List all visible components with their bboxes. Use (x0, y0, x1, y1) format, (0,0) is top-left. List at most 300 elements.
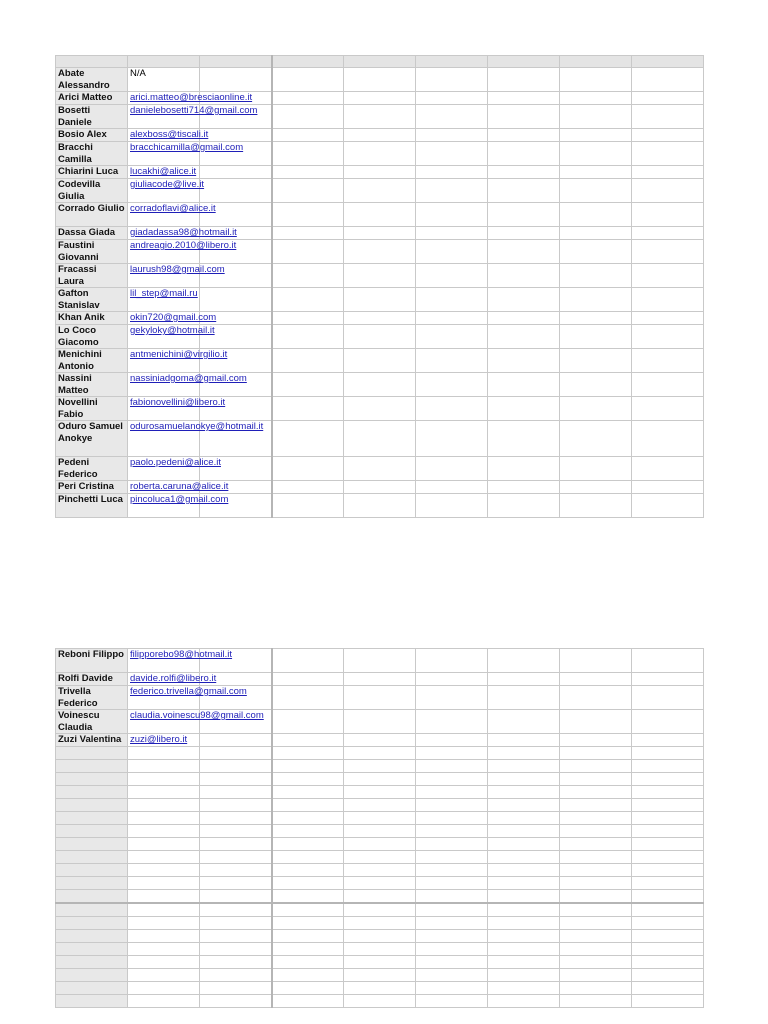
blank-cell (560, 917, 632, 930)
email-cell (128, 686, 247, 710)
blank-cell (272, 943, 344, 956)
blank-cell (344, 747, 416, 760)
blank-cell (416, 203, 488, 227)
blank-cell (344, 264, 416, 288)
blank-cell (632, 494, 704, 518)
blank-cell (632, 312, 704, 325)
email-link[interactable]: antmenichini@virgilio.it (130, 349, 228, 360)
table-row (56, 649, 704, 673)
email-link[interactable]: corradoflavi@alice.it (130, 203, 216, 214)
blank-cell (344, 92, 416, 105)
header-row (56, 56, 704, 68)
blank-cell (344, 673, 416, 686)
blank-cell (488, 930, 560, 943)
blank-cell (344, 969, 416, 982)
blank-cell (272, 325, 344, 349)
blank-cell (560, 457, 632, 481)
blank-cell (344, 494, 416, 518)
blank-cell (128, 969, 200, 982)
blank-cell (632, 649, 704, 673)
blank-cell (560, 710, 632, 734)
blank-cell (632, 457, 704, 481)
blank-cell (272, 203, 344, 227)
blank-cell (632, 166, 704, 179)
blank-cell (128, 760, 200, 773)
table-row (56, 240, 704, 264)
blank-cell (560, 325, 632, 349)
blank-cell (632, 68, 704, 92)
blank-cell (488, 838, 560, 851)
blank-cell (344, 890, 416, 904)
blank-cell (416, 129, 488, 142)
blank-cell (560, 264, 632, 288)
header-cell (416, 56, 488, 68)
blank-cell (488, 956, 560, 969)
email-link[interactable]: federico.trivella@gmail.com (130, 686, 247, 697)
blank-cell (416, 494, 488, 518)
blank-cell (272, 734, 344, 747)
blank-cell (272, 786, 344, 799)
blank-cell (488, 457, 560, 481)
table-row (56, 166, 704, 179)
email-cell (128, 92, 253, 105)
blank-cell (344, 956, 416, 969)
empty-row (56, 864, 704, 877)
blank-cell (200, 166, 272, 179)
blank-cell (488, 166, 560, 179)
blank-cell (488, 325, 560, 349)
blank-cell (128, 877, 200, 890)
name-cell: Corrado Giulio (56, 203, 128, 227)
blank-cell (560, 481, 632, 494)
table-row (56, 142, 704, 166)
email-link[interactable]: pincoluca1@gmail.com (130, 494, 229, 505)
email-link[interactable]: arici.matteo@bresciaonline.it (130, 92, 253, 103)
table-row (56, 288, 704, 312)
table-row (56, 312, 704, 325)
blank-cell (344, 240, 416, 264)
blank-cell (272, 129, 344, 142)
blank-cell (560, 877, 632, 890)
blank-cell (416, 838, 488, 851)
blank-cell (416, 240, 488, 264)
blank-cell (344, 995, 416, 1008)
empty-row (56, 799, 704, 812)
blank-cell (632, 995, 704, 1008)
email-link[interactable]: laurush98@gmail.com (130, 264, 225, 275)
blank-cell (416, 227, 488, 240)
blank-cell (560, 838, 632, 851)
blank-cell (488, 786, 560, 799)
blank-cell (488, 227, 560, 240)
table-row (56, 397, 704, 421)
blank-cell (272, 747, 344, 760)
blank-cell (344, 142, 416, 166)
blank-cell (200, 288, 272, 312)
blank-cell (200, 890, 272, 904)
blank-cell (560, 930, 632, 943)
email-link[interactable]: nassiniadgoma@gmail.com (130, 373, 247, 384)
empty-row (56, 982, 704, 995)
blank-cell (416, 421, 488, 457)
blank-cell (632, 903, 704, 917)
email-link[interactable]: paolo.pedeni@alice.it (130, 457, 221, 468)
blank-cell (416, 825, 488, 838)
email-link[interactable]: odurosamuelanokye@hotmail.it (130, 421, 264, 432)
email-link[interactable]: roberta.caruna@alice.it (130, 481, 229, 492)
blank-cell (272, 481, 344, 494)
blank-cell (56, 917, 128, 930)
name-cell: Fracassi Laura (56, 264, 128, 288)
blank-cell (128, 851, 200, 864)
blank-cell (344, 773, 416, 786)
table-row (56, 494, 704, 518)
blank-cell (416, 397, 488, 421)
table-row (56, 203, 704, 227)
blank-cell (344, 877, 416, 890)
blank-cell (560, 240, 632, 264)
blank-cell (488, 734, 560, 747)
blank-cell (560, 494, 632, 518)
blank-cell (488, 349, 560, 373)
blank-cell (416, 288, 488, 312)
email-cell (128, 264, 225, 288)
email-link[interactable]: gekyloky@hotmail.it (130, 325, 215, 336)
blank-cell (488, 995, 560, 1008)
blank-cell (344, 421, 416, 457)
empty-row (56, 943, 704, 956)
blank-cell (272, 956, 344, 969)
blank-cell (200, 864, 272, 877)
empty-row (56, 786, 704, 799)
blank-cell (344, 373, 416, 397)
blank-cell (128, 995, 200, 1008)
blank-cell (56, 864, 128, 877)
blank-cell (272, 421, 344, 457)
email-cell (128, 142, 244, 166)
blank-cell (416, 812, 488, 825)
blank-cell (344, 903, 416, 917)
blank-cell (200, 838, 272, 851)
name-cell: Dassa Giada (56, 227, 128, 240)
table-row (56, 179, 704, 203)
name-cell: Bosetti Daniele (56, 105, 128, 129)
blank-cell (200, 930, 272, 943)
blank-cell (560, 421, 632, 457)
blank-cell (200, 799, 272, 812)
blank-cell (488, 264, 560, 288)
blank-cell (632, 956, 704, 969)
name-cell: Pinchetti Luca (56, 494, 128, 518)
empty-row (56, 890, 704, 904)
blank-cell (344, 325, 416, 349)
blank-cell (416, 68, 488, 92)
blank-cell (416, 903, 488, 917)
header-cell (272, 56, 344, 68)
blank-cell (632, 240, 704, 264)
blank-cell (344, 851, 416, 864)
blank-cell (56, 760, 128, 773)
email-cell (128, 397, 226, 421)
blank-cell (272, 760, 344, 773)
blank-cell (128, 786, 200, 799)
blank-cell (488, 982, 560, 995)
contacts-table-page-1 (55, 55, 704, 518)
blank-cell (632, 129, 704, 142)
blank-cell (344, 349, 416, 373)
blank-cell (416, 877, 488, 890)
name-cell: Lo Coco Giacomo (56, 325, 128, 349)
email-link[interactable]: giadadassa98@hotmail.it (130, 227, 237, 238)
blank-cell (344, 760, 416, 773)
email-cell (128, 457, 221, 481)
blank-cell (488, 773, 560, 786)
name-cell: Novellini Fabio (56, 397, 128, 421)
blank-cell (56, 825, 128, 838)
blank-cell (416, 325, 488, 349)
blank-cell (632, 686, 704, 710)
blank-cell (344, 288, 416, 312)
email-link[interactable]: lil_step@mail.ru (130, 288, 198, 299)
blank-cell (488, 747, 560, 760)
blank-cell (128, 917, 200, 930)
blank-cell (488, 799, 560, 812)
blank-cell (272, 686, 344, 710)
blank-cell (200, 969, 272, 982)
email-link[interactable]: filipporebo98@hotmail.it (130, 649, 233, 660)
table-row (56, 325, 704, 349)
blank-cell (416, 995, 488, 1008)
blank-cell (272, 373, 344, 397)
blank-cell (416, 649, 488, 673)
blank-cell (632, 179, 704, 203)
name-cell: Chiarini Luca (56, 166, 128, 179)
blank-cell (128, 890, 200, 904)
blank-cell (416, 864, 488, 877)
header-cell (488, 56, 560, 68)
header-cell (200, 56, 272, 68)
blank-cell (344, 649, 416, 673)
name-cell: Zuzi Valentina (56, 734, 128, 747)
blank-cell (416, 179, 488, 203)
email-cell (128, 494, 229, 518)
blank-cell (488, 179, 560, 203)
blank-cell (344, 68, 416, 92)
blank-cell (344, 799, 416, 812)
blank-cell (632, 773, 704, 786)
email-link[interactable]: andreagio.2010@libero.it (130, 240, 237, 251)
blank-cell (560, 129, 632, 142)
blank-cell (128, 812, 200, 825)
blank-cell (272, 851, 344, 864)
blank-cell (128, 825, 200, 838)
blank-cell (200, 812, 272, 825)
blank-cell (200, 982, 272, 995)
email-link[interactable]: fabionovellini@libero.it (130, 397, 226, 408)
blank-cell (416, 373, 488, 397)
name-cell: Oduro Samuel Anokye (56, 421, 128, 457)
blank-cell (560, 686, 632, 710)
blank-cell (416, 969, 488, 982)
email-link[interactable]: alexboss@tiscali.it (130, 129, 209, 140)
empty-row (56, 956, 704, 969)
blank-cell (344, 710, 416, 734)
blank-cell (416, 481, 488, 494)
blank-cell (200, 825, 272, 838)
blank-cell (272, 92, 344, 105)
blank-cell (200, 943, 272, 956)
name-cell: Pedeni Federico (56, 457, 128, 481)
blank-cell (560, 142, 632, 166)
blank-cell (632, 373, 704, 397)
blank-cell (416, 105, 488, 129)
name-cell: Codevilla Giulia (56, 179, 128, 203)
blank-cell (272, 773, 344, 786)
blank-cell (488, 917, 560, 930)
blank-cell (56, 747, 128, 760)
blank-cell (416, 786, 488, 799)
blank-cell (200, 734, 272, 747)
blank-cell (488, 812, 560, 825)
email-link[interactable]: claudia.voinescu98@gmail.com (130, 710, 264, 721)
name-cell: Bosio Alex (56, 129, 128, 142)
blank-cell (416, 166, 488, 179)
blank-cell (560, 166, 632, 179)
blank-cell (416, 92, 488, 105)
empty-row (56, 747, 704, 760)
email-link[interactable]: zuzi@libero.it (130, 734, 188, 745)
email-link[interactable]: bracchicamilla@gmail.com (130, 142, 244, 153)
blank-cell (488, 686, 560, 710)
blank-cell (416, 264, 488, 288)
empty-row (56, 969, 704, 982)
blank-cell (632, 930, 704, 943)
email-cell (128, 373, 247, 397)
table-row (56, 481, 704, 494)
blank-cell (632, 864, 704, 877)
header-cell (560, 56, 632, 68)
blank-cell (416, 686, 488, 710)
blank-cell (488, 312, 560, 325)
blank-cell (56, 930, 128, 943)
name-cell: Rolfi Davide (56, 673, 128, 686)
email-cell (128, 240, 237, 264)
empty-row (56, 838, 704, 851)
table-row (56, 734, 704, 747)
blank-cell (632, 760, 704, 773)
blank-cell (200, 179, 272, 203)
email-link[interactable]: davide.rolfi@libero.it (130, 673, 217, 684)
blank-cell (128, 982, 200, 995)
blank-cell (488, 825, 560, 838)
table-row (56, 105, 704, 129)
blank-cell (560, 397, 632, 421)
blank-cell (488, 481, 560, 494)
blank-cell (416, 457, 488, 481)
blank-cell (632, 325, 704, 349)
name-cell: Voinescu Claudia (56, 710, 128, 734)
blank-cell (200, 760, 272, 773)
email-cell (128, 203, 216, 227)
email-link[interactable]: lucakhi@alice.it (130, 166, 197, 177)
empty-row (56, 930, 704, 943)
blank-cell (560, 203, 632, 227)
blank-cell (56, 982, 128, 995)
blank-cell (632, 734, 704, 747)
blank-cell (344, 105, 416, 129)
email-link[interactable]: giuliacode@live.it (130, 179, 205, 190)
blank-cell (344, 930, 416, 943)
blank-cell (344, 786, 416, 799)
blank-cell (200, 68, 272, 92)
blank-cell (416, 930, 488, 943)
email-link[interactable]: danielebosetti714@gmail.com (130, 105, 258, 116)
blank-cell (632, 799, 704, 812)
empty-row (56, 877, 704, 890)
blank-cell (200, 851, 272, 864)
blank-cell (272, 227, 344, 240)
blank-cell (632, 890, 704, 904)
blank-cell (488, 494, 560, 518)
blank-cell (632, 288, 704, 312)
blank-cell (344, 686, 416, 710)
blank-cell (56, 956, 128, 969)
blank-cell (488, 397, 560, 421)
blank-cell (200, 917, 272, 930)
blank-cell (56, 877, 128, 890)
blank-cell (632, 877, 704, 890)
blank-cell (488, 373, 560, 397)
blank-cell (272, 68, 344, 92)
blank-cell (344, 203, 416, 227)
blank-cell (560, 812, 632, 825)
blank-cell (56, 890, 128, 904)
blank-cell (272, 799, 344, 812)
empty-row (56, 825, 704, 838)
blank-cell (272, 673, 344, 686)
email-cell (128, 312, 217, 325)
blank-cell (272, 969, 344, 982)
email-cell (128, 227, 237, 240)
blank-cell (416, 760, 488, 773)
blank-cell (632, 943, 704, 956)
empty-row (56, 760, 704, 773)
blank-cell (560, 734, 632, 747)
blank-cell (560, 649, 632, 673)
email-cell (128, 349, 228, 373)
blank-cell (632, 203, 704, 227)
blank-cell (488, 105, 560, 129)
blank-cell (632, 421, 704, 457)
blank-cell (632, 825, 704, 838)
blank-cell (200, 747, 272, 760)
blank-cell (488, 760, 560, 773)
blank-cell (272, 825, 344, 838)
blank-cell (632, 969, 704, 982)
blank-cell (200, 956, 272, 969)
blank-cell (632, 481, 704, 494)
header-cell (632, 56, 704, 68)
blank-cell (416, 312, 488, 325)
blank-cell (632, 349, 704, 373)
blank-cell (272, 917, 344, 930)
blank-cell (488, 288, 560, 312)
email-cell (128, 673, 217, 686)
email-link[interactable]: okin720@gmail.com (130, 312, 217, 323)
table-row (56, 421, 704, 457)
table-row (56, 686, 704, 710)
email-cell (128, 710, 264, 734)
